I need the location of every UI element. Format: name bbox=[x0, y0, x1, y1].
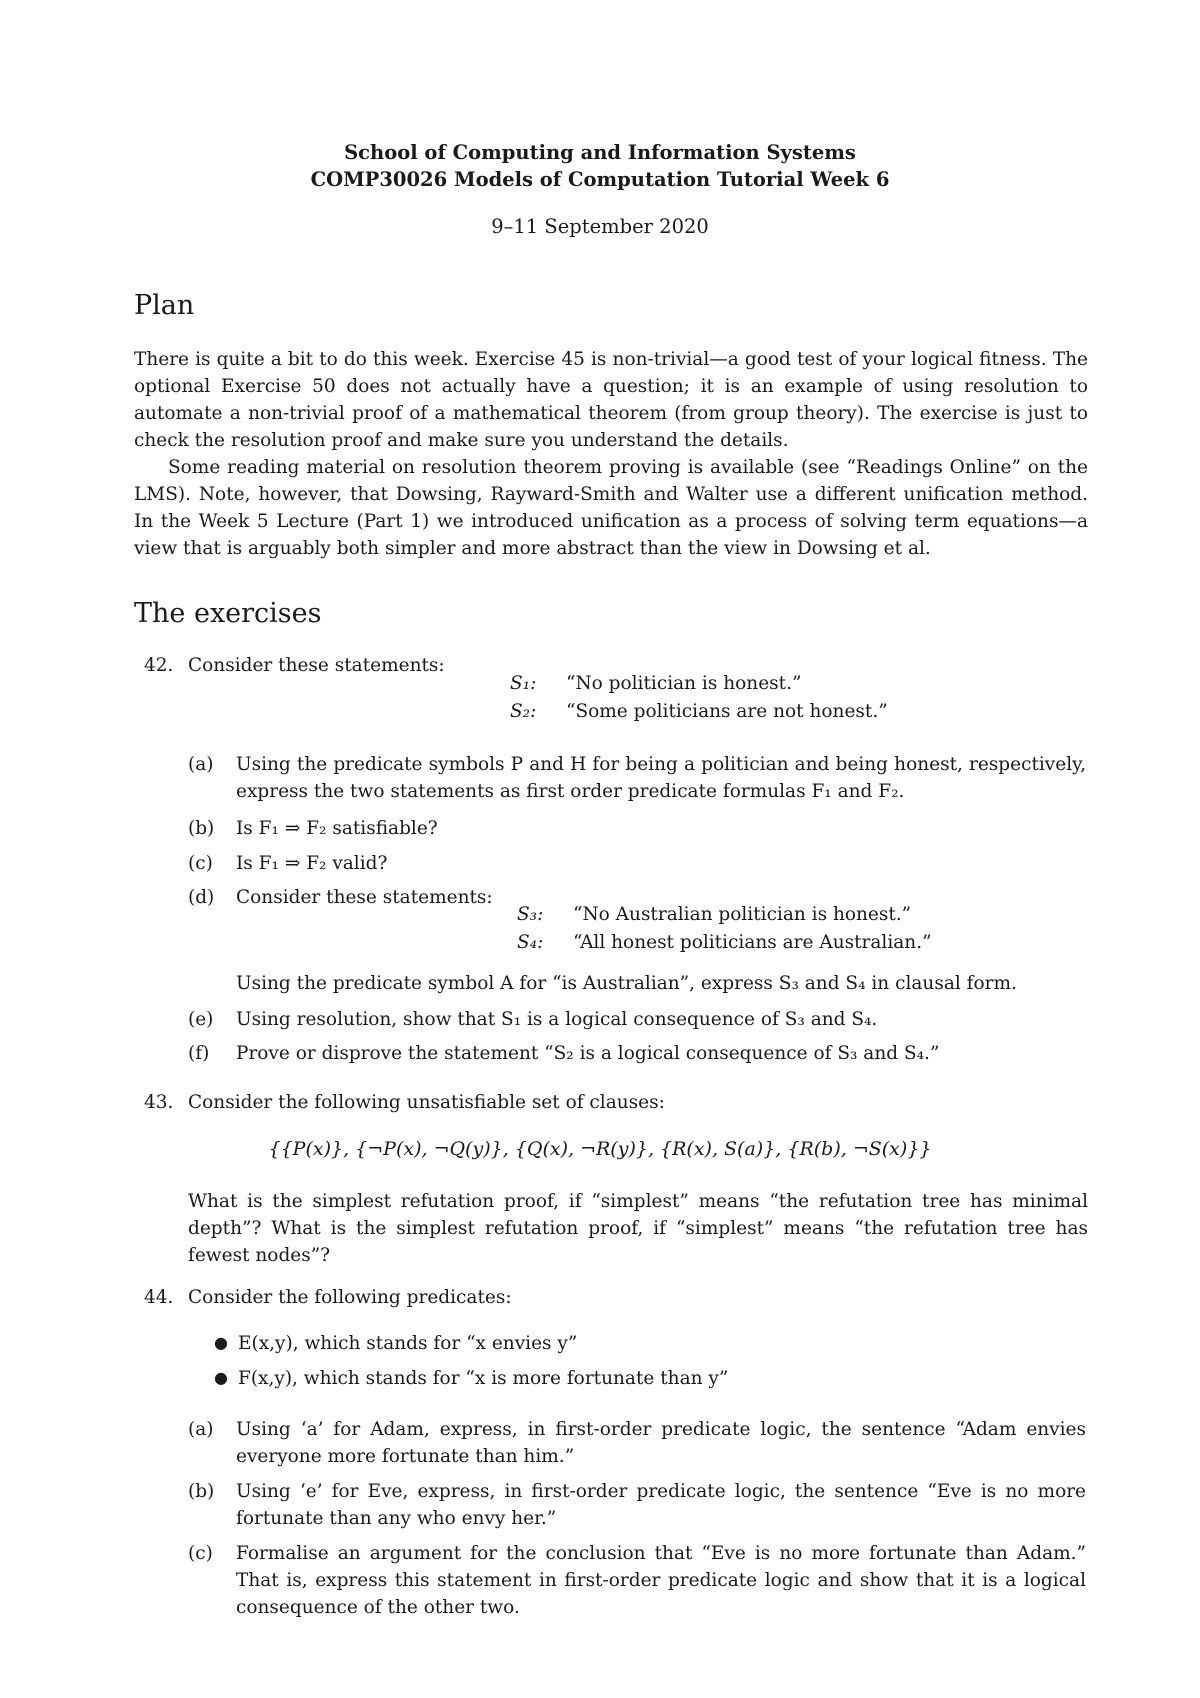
exercise-42d-followup: Using the predicate symbol A for “is Australian”, express S₃ and S₄ in clausal form. bbox=[236, 973, 1017, 994]
plan-heading: Plan bbox=[134, 290, 195, 321]
statement-s3-label: S₃: bbox=[517, 904, 544, 925]
statement-s2-label: S₂: bbox=[510, 701, 537, 722]
exercise-42c-text: Is F₁ ⇒ F₂ valid? bbox=[236, 853, 388, 874]
exercise-44c-text: Formalise an argument for the conclusion that “Eve is no more fortunate than Adam.” That is, express this statement in first-order predicate logic and show that it is a logical consequence of the other two. bbox=[236, 1543, 1086, 1618]
exercise-42a-text: Using the predicate symbols P and H for being a politician and being honest, respectively, express the two statements as first order predicate formulas F₁ and F₂. bbox=[236, 754, 1086, 802]
exercise-44b-marker: (b) bbox=[188, 1481, 215, 1502]
statement-s4-label: S₄: bbox=[517, 932, 544, 953]
statement-s1-label: S₁: bbox=[510, 673, 537, 694]
plan-paragraph-2: Some reading material on resolution theorem proving is available (see “Readings Online” on the LMS). Note, however, that Dowsing, Rayward-Smith and Walter use a different unification method. In the Week 5 Lecture (Part 1) we introduced unification as a process of solving term equations—a view that is arguably both simpler and more abstract than the view in Dowsing et al. bbox=[134, 457, 1088, 559]
exercise-42e-text: Using resolution, show that S₁ is a logical consequence of S₃ and S₄. bbox=[236, 1009, 878, 1030]
exercise-43-question: What is the simplest refutation proof, if “simplest” means “the refutation tree has minimal depth”? What is the simplest refutation proof, if “simplest” means “the refutation tree has fewest nodes”? bbox=[188, 1191, 1088, 1266]
statement-s3-text: “No Australian politician is honest.” bbox=[573, 904, 912, 925]
exercise-43-number: 43. bbox=[144, 1092, 174, 1113]
plan-paragraph-1: There is quite a bit to do this week. Exercise 45 is non-trivial—a good test of your logical fitness. The optional Exercise 50 does not actually have a question; it is an example of using resolution to automate a non-trivial proof of a mathematical theorem (from group theory). The exercise is just to check the resolution proof and make sure you understand the details. bbox=[134, 349, 1088, 451]
statement-s4 bbox=[517, 932, 932, 953]
statement-s1-text: “No politician is honest.” bbox=[566, 673, 802, 694]
exercise-42b-marker: (b) bbox=[188, 818, 215, 839]
exercise-44c-marker: (c) bbox=[188, 1543, 213, 1564]
statement-s2-text: “Some politicians are not honest.” bbox=[566, 701, 888, 722]
exercise-42f-text: Prove or disprove the statement “S₂ is a logical consequence of S₃ and S₄.” bbox=[236, 1043, 940, 1064]
exercise-44-intro: Consider the following predicates: bbox=[188, 1287, 512, 1308]
school-title: School of Computing and Information Systems bbox=[344, 141, 856, 164]
statement-s3 bbox=[517, 904, 911, 925]
exercise-42-number: 42. bbox=[144, 655, 174, 676]
bullet-dot-icon: ● bbox=[214, 1368, 228, 1387]
exercise-43-intro: Consider the following unsatisfiable set of clauses: bbox=[188, 1092, 665, 1113]
predicate-envies-text: E(x,y), which stands for “x envies y” bbox=[238, 1333, 578, 1354]
clause-set-formula: {{P(x)}, {¬P(x), ¬Q(y)}, {Q(x), ¬R(y)}, {R(x), S(a)}, {R(b), ¬S(x)}} bbox=[268, 1138, 932, 1160]
predicate-fortunate-text: F(x,y), which stands for “x is more fortunate than y” bbox=[238, 1368, 729, 1389]
exercise-42c-marker: (c) bbox=[188, 853, 213, 874]
statement-s4-text: “All honest politicians are Australian.” bbox=[573, 932, 932, 953]
exercise-42d-text: Consider these statements: bbox=[236, 887, 493, 908]
exercise-42-intro: Consider these statements: bbox=[188, 655, 445, 676]
exercise-44b-text: Using ‘e’ for Eve, express, in first-order predicate logic, the sentence “Eve is no more fortunate than any who envy her.” bbox=[236, 1481, 1086, 1529]
exercise-42d-marker: (d) bbox=[188, 887, 215, 908]
date-line: 9–11 September 2020 bbox=[491, 215, 709, 238]
bullet-dot-icon: ● bbox=[214, 1333, 228, 1352]
exercises-heading: The exercises bbox=[134, 598, 322, 629]
exercise-42e-marker: (e) bbox=[188, 1009, 214, 1030]
exercise-44a-marker: (a) bbox=[188, 1419, 214, 1440]
exercise-44a-text: Using ‘a’ for Adam, express, in first-order predicate logic, the sentence “Adam envies everyone more fortunate than him.” bbox=[236, 1419, 1086, 1467]
statement-s1 bbox=[510, 673, 801, 694]
exercise-42a-marker: (a) bbox=[188, 754, 214, 775]
course-title: COMP30026 Models of Computation Tutorial Week 6 bbox=[310, 168, 890, 191]
exercise-44-number: 44. bbox=[144, 1287, 174, 1308]
exercise-42f-marker: (f) bbox=[188, 1043, 210, 1064]
statement-s2 bbox=[510, 701, 888, 722]
exercise-42b-text: Is F₁ ⇒ F₂ satisfiable? bbox=[236, 818, 438, 839]
